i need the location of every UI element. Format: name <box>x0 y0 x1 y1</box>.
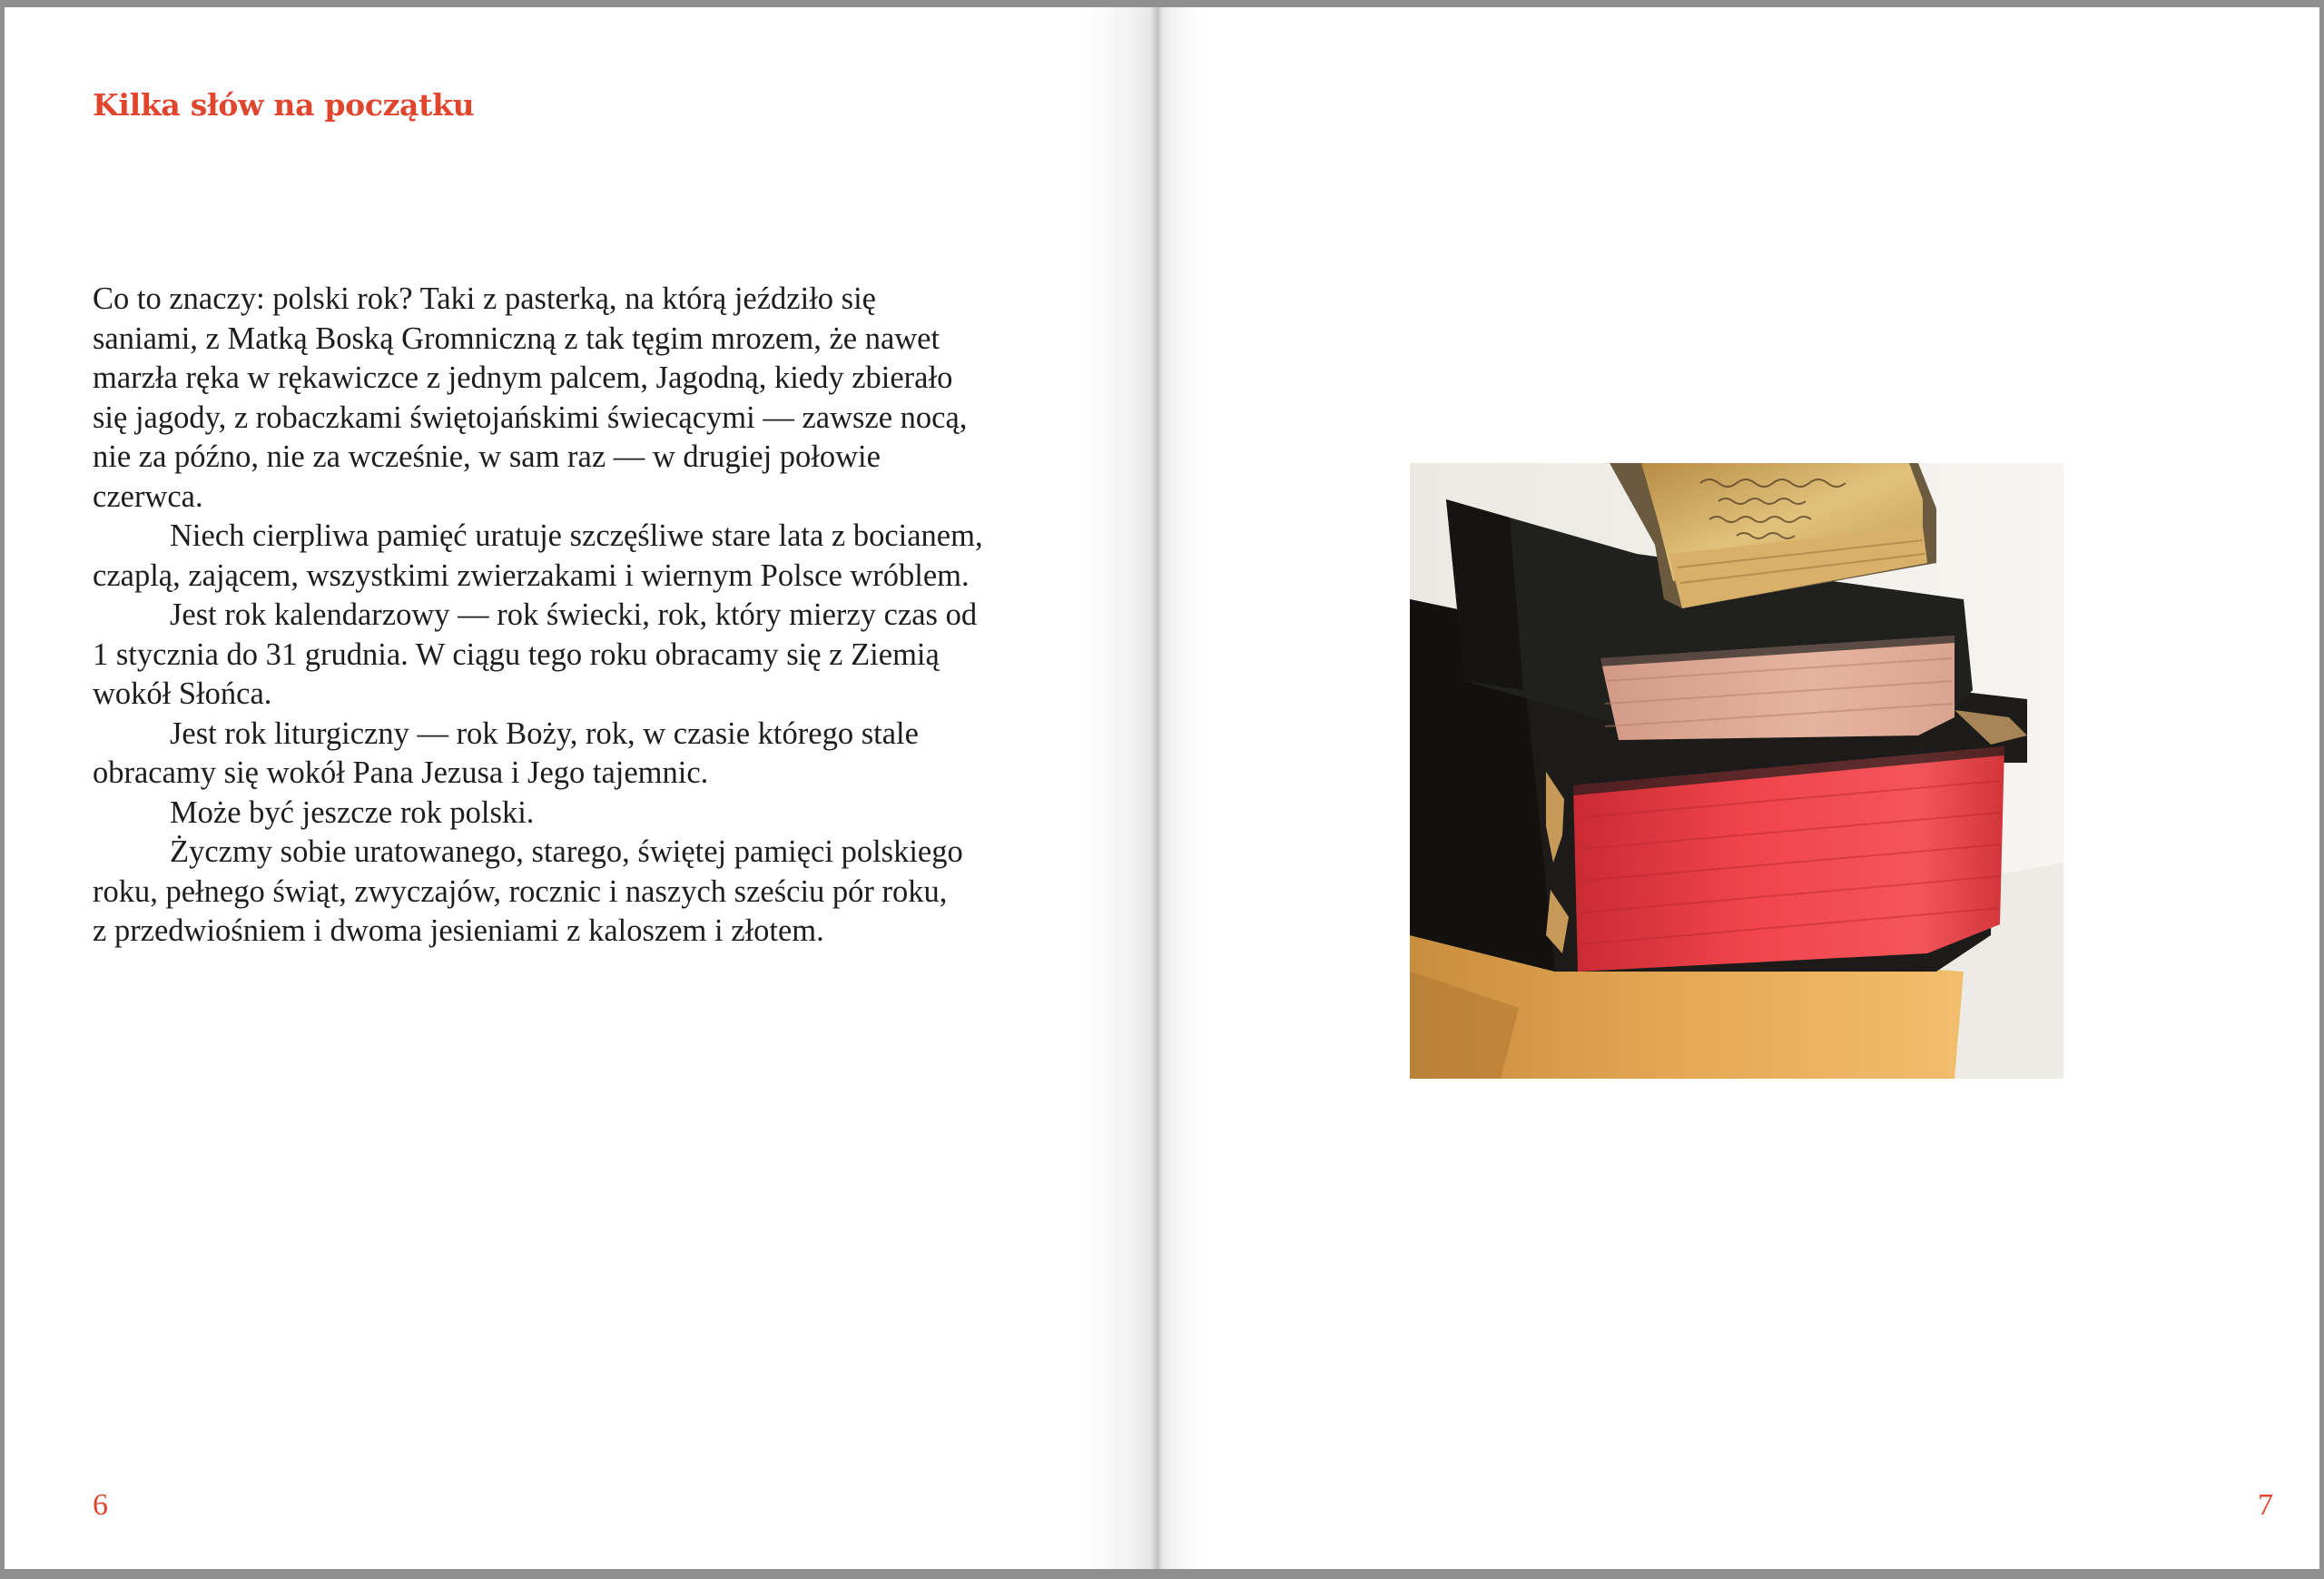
body-text <box>93 280 1100 952</box>
left-page <box>5 7 1156 1569</box>
book-spread <box>5 7 2319 1569</box>
stacked-books-illustration <box>1410 463 2063 1079</box>
old-books-photo <box>1410 463 2063 1079</box>
right-page <box>1156 7 2319 1569</box>
spine-shadow <box>1150 7 1163 1569</box>
text-line: Niech cierpliwa pamięć uratuje szczęśliwe stare lata z bocianem, <box>170 518 983 553</box>
text-line: Jest rok kalendarzowy — rok świecki, rok, który mierzy czas od <box>170 597 978 632</box>
text-line: Co to znaczy: polski rok? Taki z pasterką, na którą jeździło się <box>93 281 876 316</box>
text-line: wokół Słońca. <box>93 676 272 711</box>
page-number-left: 6 <box>93 1488 108 1522</box>
text-line: się jagody, z robaczkami świętojańskimi świecącymi — zawsze nocą, <box>93 400 968 435</box>
text-line: Życzmy sobie uratowanego, starego, świętej pamięci polskiego <box>170 834 963 869</box>
text-line: z przedwiośniem i dwoma jesieniami z kaloszem i złotem. <box>93 913 824 948</box>
text-line: czerwca. <box>93 479 203 514</box>
text-line: roku, pełnego świąt, zwyczajów, rocznic i naszych sześciu pór roku, <box>93 873 948 909</box>
text-line: marzła ręka w rękawiczce z jednym palcem, Jagodną, kiedy zbierało <box>93 360 953 395</box>
page-number-right: 7 <box>2258 1488 2273 1522</box>
text-line: 1 stycznia do 31 grudnia. W ciągu tego roku obracamy się z Ziemią <box>93 637 940 672</box>
text-line: nie za późno, nie za wcześnie, w sam raz — w drugiej połowie <box>93 439 881 474</box>
text-line: Jest rok liturgiczny — rok Boży, rok, w czasie którego stale <box>170 715 919 751</box>
text-line: Może być jeszcze rok polski. <box>170 794 535 830</box>
text-line: obracamy się wokół Pana Jezusa i Jego tajemnic. <box>93 755 709 790</box>
text-line: czaplą, zającem, wszystkimi zwierzakami i wiernym Polsce wróblem. <box>93 558 970 593</box>
text-line: saniami, z Matką Boską Gromniczną z tak tęgim mrozem, że nawet <box>93 321 940 356</box>
chapter-heading: Kilka słów na początku <box>93 87 475 123</box>
